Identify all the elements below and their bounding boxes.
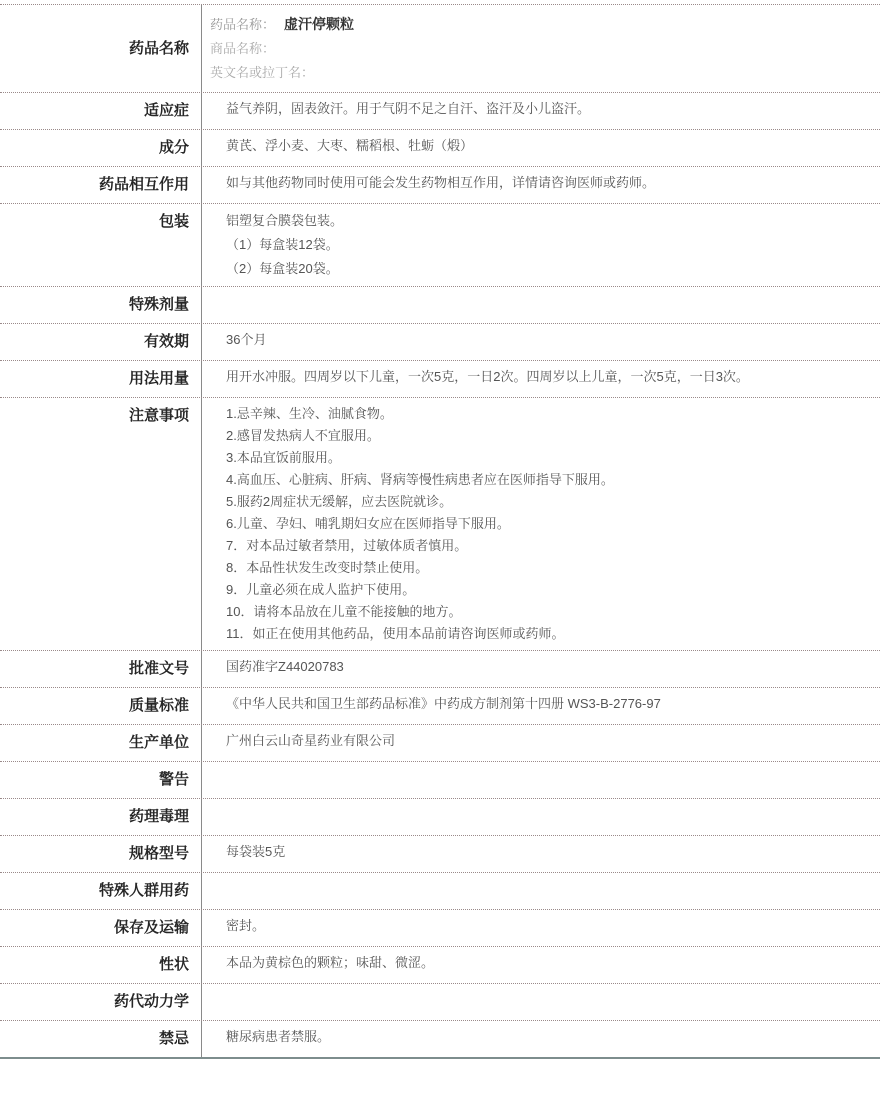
table-row-storage-transport bbox=[0, 910, 880, 947]
table-row-drug-name bbox=[0, 5, 880, 93]
table-row-description bbox=[0, 947, 880, 984]
row-content bbox=[226, 403, 774, 645]
drug-info-table bbox=[0, 4, 880, 1059]
row-label: 禁忌 bbox=[0, 1021, 202, 1057]
precaution-item: 5.服药2周症状无缓解，应去医院就诊。 bbox=[226, 494, 453, 509]
latin-name-label: 英文名或拉丁名： bbox=[210, 65, 315, 80]
row-label: 特殊人群用药 bbox=[0, 873, 202, 909]
table-row-ingredients bbox=[0, 130, 880, 167]
row-label: 特殊剂量 bbox=[0, 287, 202, 323]
row-content: 本品为黄棕色的颗粒；味甜、微涩。 bbox=[226, 955, 435, 970]
row-content: 益气养阴，固表敛汗。用于气阴不足之自汗、盗汗及小儿盗汗。 bbox=[226, 101, 591, 116]
table-row-contraindications bbox=[0, 1021, 880, 1057]
row-content: 广州白云山奇星药业有限公司 bbox=[226, 733, 396, 748]
table-row-precautions bbox=[0, 398, 880, 651]
row-label: 有效期 bbox=[0, 324, 202, 360]
table-row-shelf-life bbox=[0, 324, 880, 361]
row-label: 批准文号 bbox=[0, 651, 202, 687]
row-content: 糖尿病患者禁服。 bbox=[226, 1029, 331, 1044]
table-row-special-population bbox=[0, 873, 880, 910]
generic-name-label: 药品名称： bbox=[210, 17, 276, 32]
row-label: 药理毒理 bbox=[0, 799, 202, 835]
table-row-indications bbox=[0, 93, 880, 130]
row-label: 药品相互作用 bbox=[0, 167, 202, 203]
table-row-warning bbox=[0, 762, 880, 799]
generic-name-line bbox=[210, 12, 860, 37]
packaging-line: 铝塑复合膜袋包装。 bbox=[226, 213, 344, 228]
precaution-item: 2.感冒发热病人不宜服用。 bbox=[226, 428, 380, 443]
table-row-approval-number bbox=[0, 651, 880, 688]
drug-info-page bbox=[0, 4, 880, 1094]
table-row-specification bbox=[0, 836, 880, 873]
trade-name-label: 商品名称： bbox=[210, 41, 276, 56]
packaging-line: （1）每盒装12袋。 bbox=[226, 237, 339, 252]
row-content: 黄芪、浮小麦、大枣、糯稻根、牡蛎（煅） bbox=[226, 138, 474, 153]
packaging-line: （2）每盒装20袋。 bbox=[226, 261, 339, 276]
table-row-dosage-usage bbox=[0, 361, 880, 398]
row-label: 质量标准 bbox=[0, 688, 202, 724]
precaution-item: 4.高血压、心脏病、肝病、肾病等慢性病患者应在医师指导下服用。 bbox=[226, 472, 614, 487]
row-label: 注意事项 bbox=[0, 398, 202, 650]
row-content bbox=[202, 5, 880, 92]
row-label: 保存及运输 bbox=[0, 910, 202, 946]
row-label: 成分 bbox=[0, 130, 202, 166]
row-content: 36个月 bbox=[226, 332, 267, 347]
row-label: 规格型号 bbox=[0, 836, 202, 872]
table-row-special-dosage bbox=[0, 287, 880, 324]
table-row-packaging bbox=[0, 204, 880, 287]
precaution-item: 9．儿童必须在成人监护下使用。 bbox=[226, 582, 416, 597]
row-content: 密封。 bbox=[226, 918, 266, 933]
precaution-item: 11．如正在使用其他药品，使用本品前请咨询医师或药师。 bbox=[226, 626, 565, 641]
precaution-item: 6.儿童、孕妇、哺乳期妇女应在医师指导下服用。 bbox=[226, 516, 510, 531]
table-row-manufacturer bbox=[0, 725, 880, 762]
row-content: 国药准字Z44020783 bbox=[226, 659, 344, 674]
latin-name-line bbox=[210, 61, 860, 85]
row-label: 警告 bbox=[0, 762, 202, 798]
row-label: 生产单位 bbox=[0, 725, 202, 761]
row-content: 如与其他药物同时使用可能会发生药物相互作用，详情请咨询医师或药师。 bbox=[226, 175, 656, 190]
row-content bbox=[226, 209, 774, 281]
row-label: 药品名称 bbox=[0, 5, 202, 92]
row-label: 适应症 bbox=[0, 93, 202, 129]
precaution-item: 7．对本品过敏者禁用，过敏体质者慎用。 bbox=[226, 538, 468, 553]
row-label: 包装 bbox=[0, 204, 202, 286]
row-label: 性状 bbox=[0, 947, 202, 983]
precaution-item: 1.忌辛辣、生冷、油腻食物。 bbox=[226, 406, 393, 421]
row-content: 每袋装5克 bbox=[226, 844, 286, 859]
trade-name-line bbox=[210, 37, 860, 61]
row-label: 药代动力学 bbox=[0, 984, 202, 1020]
generic-name-value: 虚汗停颗粒 bbox=[284, 16, 355, 32]
row-content: 《中华人民共和国卫生部药品标准》中药成方制剂第十四册 WS3-B-2776-97 bbox=[226, 696, 661, 711]
precaution-item: 3.本品宜饭前服用。 bbox=[226, 450, 341, 465]
row-label: 用法用量 bbox=[0, 361, 202, 397]
table-row-quality-standard bbox=[0, 688, 880, 725]
row-content: 用开水冲服。四周岁以下儿童，一次5克，一日2次。四周岁以上儿童，一次5克，一日3次。 bbox=[226, 369, 749, 384]
table-row-pharmacology-toxicology bbox=[0, 799, 880, 836]
table-row-interactions bbox=[0, 167, 880, 204]
precaution-item: 8．本品性状发生改变时禁止使用。 bbox=[226, 560, 429, 575]
precaution-item: 10．请将本品放在儿童不能接触的地方。 bbox=[226, 604, 462, 619]
table-row-pharmacokinetics bbox=[0, 984, 880, 1021]
